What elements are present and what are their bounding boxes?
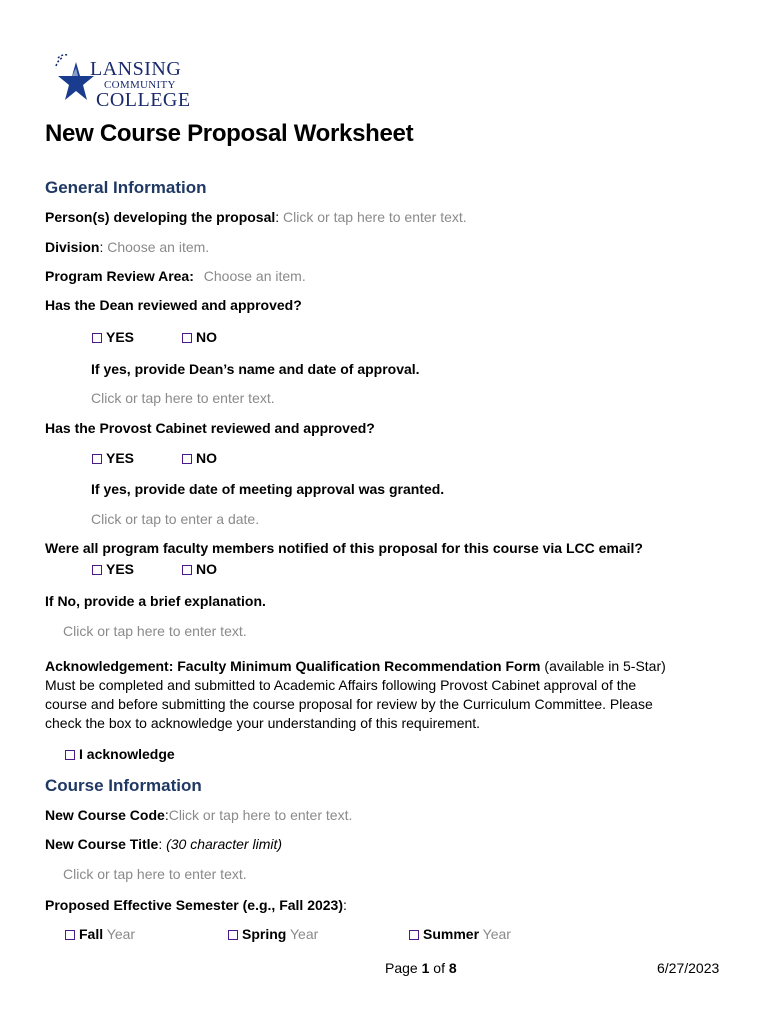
division-dropdown[interactable]: Choose an item. [107, 239, 210, 255]
summer-year-field[interactable]: Year [482, 926, 511, 942]
fall-option[interactable] [65, 926, 135, 942]
section-heading-course: Course Information [45, 776, 202, 795]
acknowledgement-line-3: course and before submitting the course proposal for review by the Curriculum Committee. Please [45, 696, 653, 712]
course-code-field[interactable]: Click or tap here to enter text. [168, 807, 353, 823]
provost-yes-checkbox[interactable] [92, 454, 102, 464]
page-of: of [429, 960, 449, 976]
fall-year-field[interactable]: Year [106, 926, 136, 942]
provost-followup: If yes, provide date of meeting approval was granted. [91, 481, 445, 497]
provost-question: Has the Provost Cabinet reviewed and approved? [45, 420, 375, 436]
logo-line-2: COMMUNITY [104, 79, 176, 91]
semester-label: Proposed Effective Semester (e.g., Fall 2023) [45, 897, 344, 913]
footer-date: 6/27/2023 [657, 960, 720, 976]
persons-field[interactable]: Click or tap here to enter text. [283, 209, 467, 225]
provost-yes-label: YES [106, 450, 135, 466]
page-prefix: Page [385, 960, 422, 976]
dean-yes-label: YES [106, 329, 135, 345]
faculty-no-option[interactable] [182, 561, 217, 577]
course-title-sep: : [158, 836, 167, 852]
page-number [385, 960, 457, 976]
dean-no-checkbox[interactable] [182, 333, 192, 343]
dean-yes-option[interactable] [92, 329, 134, 345]
acknowledge-option[interactable] [65, 746, 175, 762]
program-dropdown[interactable]: Choose an item. [203, 268, 306, 284]
faculty-no-checkbox[interactable] [182, 565, 192, 575]
page-title: New Course Proposal Worksheet [45, 120, 414, 147]
persons-label: Person(s) developing the proposal [45, 209, 276, 225]
acknowledge-checkbox[interactable] [65, 750, 75, 760]
page-total: 8 [448, 960, 457, 976]
no-explain-field[interactable]: Click or tap here to enter text. [63, 623, 247, 639]
dean-yes-checkbox[interactable] [92, 333, 102, 343]
dean-no-option[interactable] [182, 329, 217, 345]
faculty-yes-checkbox[interactable] [92, 565, 102, 575]
spring-checkbox[interactable] [228, 930, 238, 940]
dean-question: Has the Dean reviewed and approved? [45, 297, 302, 313]
spring-option[interactable] [228, 926, 318, 942]
acknowledgement-line-1 [45, 658, 666, 674]
summer-checkbox[interactable] [409, 930, 419, 940]
provost-yes-option[interactable] [92, 450, 134, 466]
acknowledgement-line-4: check the box to acknowledge your understanding of this requirement. [45, 715, 481, 731]
acknowledgement-line-2: Must be completed and submitted to Academic Affairs following Provost Cabinet approval of the [45, 677, 637, 693]
faculty-yes-label: YES [106, 561, 135, 577]
faculty-question: Were all program faculty members notified of this proposal for this course via LCC email? [45, 540, 643, 556]
division-label: Division [45, 239, 100, 255]
course-title-label: New Course Title [45, 836, 159, 852]
course-code-label: New Course Code [45, 807, 165, 823]
spring-year-field[interactable]: Year [289, 926, 319, 942]
program-row [45, 268, 306, 284]
section-heading-general: General Information [45, 178, 207, 197]
provost-date-field[interactable]: Click or tap to enter a date. [91, 511, 260, 527]
logo-line-1: LANSING [90, 58, 182, 80]
ack-title: Acknowledgement: Faculty Minimum Qualification Recommendation Form [45, 658, 541, 674]
provost-no-label: NO [196, 450, 217, 466]
dean-followup: If yes, provide Dean’s name and date of approval. [91, 361, 420, 377]
course-code-sep: : [164, 807, 169, 823]
course-title-field[interactable]: Click or tap here to enter text. [63, 866, 247, 882]
dean-no-label: NO [196, 329, 217, 345]
fall-checkbox[interactable] [65, 930, 75, 940]
summer-label: Summer [423, 926, 480, 942]
persons-sep: : [275, 209, 280, 225]
acknowledge-label: I acknowledge [79, 746, 175, 762]
course-title-note: (30 character limit) [166, 836, 283, 852]
faculty-yes-option[interactable] [92, 561, 134, 577]
division-sep: : [99, 239, 104, 255]
dean-field[interactable]: Click or tap here to enter text. [91, 390, 275, 406]
provost-no-checkbox[interactable] [182, 454, 192, 464]
course-code-row [45, 807, 352, 823]
fall-label: Fall [79, 926, 104, 942]
semester-row [45, 897, 347, 913]
spring-label: Spring [242, 926, 287, 942]
program-label: Program Review Area: [45, 268, 194, 284]
no-explain-label: If No, provide a brief explanation. [45, 593, 266, 609]
division-row [45, 239, 209, 255]
page-current: 1 [421, 960, 430, 976]
ack-note: (available in 5-Star) [540, 658, 666, 674]
provost-no-option[interactable] [182, 450, 217, 466]
persons-row [45, 209, 467, 225]
summer-option[interactable] [409, 926, 511, 942]
faculty-no-label: NO [196, 561, 217, 577]
logo-line-3: COLLEGE [96, 89, 191, 111]
semester-sep: : [343, 897, 347, 913]
college-logo [52, 52, 202, 112]
course-title-row [45, 836, 282, 852]
